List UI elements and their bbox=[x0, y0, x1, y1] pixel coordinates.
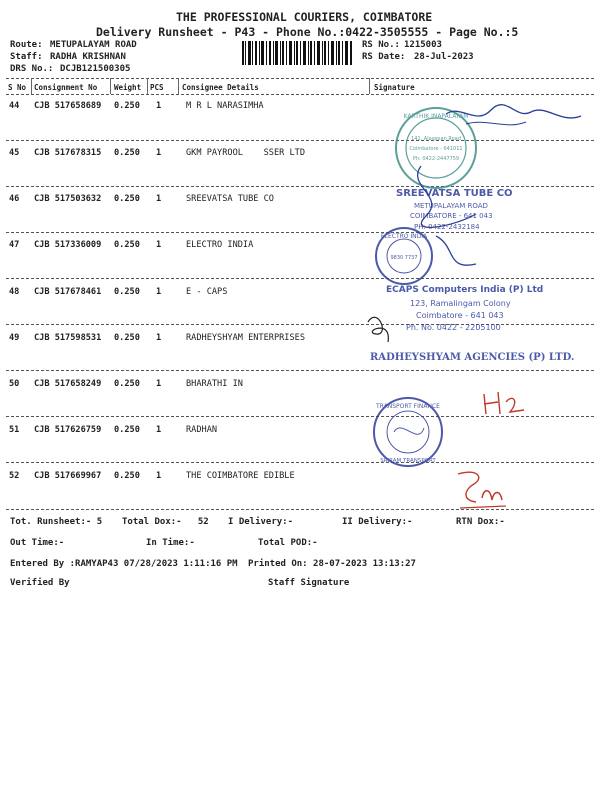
transport-stamp-name: TRANSPORT FINANCE bbox=[376, 403, 440, 410]
row-pcs: 1 bbox=[156, 194, 162, 204]
electro-stamp-icon bbox=[376, 228, 432, 284]
row-consignee: SREEVATSA TUBE CO bbox=[186, 194, 274, 204]
karthik-stamp-detail: 141, Alagesan Road bbox=[411, 136, 461, 142]
ecaps-stamp-city: Coimbatore - 641 043 bbox=[416, 311, 504, 320]
total-pod: Total POD:- bbox=[258, 538, 318, 548]
transport-stamp-line2: SRIRAM TRANSPORT bbox=[380, 458, 436, 464]
row-weight: 0.250 bbox=[114, 148, 140, 158]
row-weight: 0.250 bbox=[114, 194, 140, 204]
rs-date-label: RS Date: bbox=[362, 52, 406, 62]
row-consignee: THE COIMBATORE EDIBLE bbox=[186, 471, 295, 481]
col-sep-1 bbox=[31, 78, 32, 94]
drs-label: DRS No.: bbox=[10, 64, 54, 74]
ecaps-stamp-icon bbox=[386, 285, 543, 332]
transport-stamp-icon bbox=[374, 398, 442, 466]
ecaps-stamp-phone: Ph. No. 0422 - 2205100 bbox=[406, 323, 501, 332]
row-consignee: GKM PAYROOL SSER LTD bbox=[186, 148, 305, 158]
staff-signature: Staff Signature bbox=[268, 578, 350, 588]
company-title: THE PROFESSIONAL COURIERS, COIMBATORE bbox=[176, 10, 433, 24]
row-sno: 52 bbox=[9, 471, 20, 481]
sreevatsa-stamp-addr: METUPALAYAM ROAD bbox=[414, 202, 488, 210]
row-weight: 0.250 bbox=[114, 240, 140, 250]
verified-by: Verified By bbox=[10, 578, 70, 588]
row-consignee: M R L NARASIMHA bbox=[186, 101, 264, 111]
ecaps-stamp-name: ECAPS Computers India (P) Ltd bbox=[386, 285, 544, 295]
row-consignment: CJB 517678315 bbox=[34, 148, 102, 158]
radha-stamp-name: RADHEYSHYAM AGENCIES (P) LTD. bbox=[370, 352, 575, 363]
row-consignee: BHARATHI IN bbox=[186, 379, 243, 389]
rs-no-label: RS No.: bbox=[362, 40, 400, 50]
row-pcs: 1 bbox=[156, 287, 162, 297]
electro-stamp-name: ELECTRO INDIA bbox=[380, 233, 428, 240]
rs-no-value: 1215003 bbox=[404, 40, 442, 50]
in-time: In Time:- bbox=[146, 538, 195, 548]
row-consignment: CJB 517503632 bbox=[34, 194, 102, 204]
row-sno: 46 bbox=[9, 194, 20, 204]
row-consignee: ELECTRO INDIA bbox=[186, 240, 254, 250]
sreevatsa-stamp-name: SREEVATSA TUBE CO bbox=[396, 188, 513, 199]
rtn-dox: RTN Dox:- bbox=[456, 517, 505, 527]
sreevatsa-stamp-city: COIMBATORE - 641 043 bbox=[410, 212, 493, 220]
out-time: Out Time:- bbox=[10, 538, 65, 548]
table-header-rule bbox=[6, 94, 594, 95]
row-consignment: CJB 517626759 bbox=[34, 425, 102, 435]
total-dox: Total Dox:- 52 bbox=[122, 517, 209, 527]
entered-by: Entered By :RAMYAP43 07/28/2023 1:11:16 PM bbox=[10, 559, 238, 569]
row-consignment: CJB 517658689 bbox=[34, 101, 102, 111]
row-pcs: 1 bbox=[156, 240, 162, 250]
radha-stamp-icon bbox=[370, 352, 574, 363]
col-header-consignee: Consignee Details bbox=[182, 83, 259, 92]
ecaps-stamp-addr: 123, Ramalingam Colony bbox=[410, 299, 511, 308]
row-weight: 0.250 bbox=[114, 333, 140, 343]
col-sep-3 bbox=[147, 78, 148, 94]
row-pcs: 1 bbox=[156, 425, 162, 435]
row-sno: 51 bbox=[9, 425, 20, 435]
row-consignment: CJB 517678461 bbox=[34, 287, 102, 297]
row-weight: 0.250 bbox=[114, 471, 140, 481]
row-consignment: CJB 517598531 bbox=[34, 333, 102, 343]
ii-delivery: II Delivery:- bbox=[342, 517, 413, 527]
col-header-weight: Weight bbox=[114, 83, 142, 92]
col-header-pcs: PCS bbox=[150, 83, 164, 92]
barcode bbox=[242, 41, 352, 65]
row-pcs: 1 bbox=[156, 379, 162, 389]
printed-on: Printed On: 28-07-2023 13:13:27 bbox=[248, 559, 416, 569]
row-weight: 0.250 bbox=[114, 425, 140, 435]
row-weight: 0.250 bbox=[114, 379, 140, 389]
row-weight: 0.250 bbox=[114, 287, 140, 297]
table-top-rule bbox=[6, 78, 594, 79]
row-sno: 48 bbox=[9, 287, 20, 297]
sreevatsa-stamp-icon bbox=[396, 188, 513, 231]
row-pcs: 1 bbox=[156, 333, 162, 343]
runsheet-subtitle: Delivery Runsheet - P43 - Phone No.:0422-3505555 - Page No.:5 bbox=[96, 25, 519, 39]
col-header-sno: S No bbox=[8, 83, 27, 92]
row-pcs: 1 bbox=[156, 471, 162, 481]
row-sno: 44 bbox=[9, 101, 20, 111]
row-consignment: CJB 517658249 bbox=[34, 379, 102, 389]
row-consignment: CJB 517336009 bbox=[34, 240, 102, 250]
row-sno: 49 bbox=[9, 333, 20, 343]
row-consignee: RADHAN bbox=[186, 425, 218, 435]
row-consignee: E - CAPS bbox=[186, 287, 228, 297]
rs-date-value: 28-Jul-2023 bbox=[414, 52, 474, 62]
sreevatsa-stamp-phone: PH: 0422-2432184 bbox=[414, 223, 480, 231]
col-sep-2 bbox=[110, 78, 111, 94]
electro-stamp-num: 9830 7737 bbox=[390, 255, 418, 261]
row-consignee: RADHEYSHYAM ENTERPRISES bbox=[186, 333, 305, 343]
route-value: METUPALAYAM ROAD bbox=[50, 40, 137, 50]
i-delivery: I Delivery:- bbox=[228, 517, 294, 527]
drs-value: DCJB121500305 bbox=[60, 64, 131, 74]
row-pcs: 1 bbox=[156, 148, 162, 158]
karthik-stamp-city: Coimbatore - 641011 bbox=[409, 146, 463, 152]
karthik-stamp-name: KARTHIK INAPALAYAM bbox=[403, 113, 469, 120]
col-sep-5 bbox=[369, 78, 370, 94]
karthik-stamp-phone: Ph: 0422-2447759 bbox=[412, 156, 460, 162]
staff-value: RADHA KRISHNAN bbox=[50, 52, 126, 62]
row-pcs: 1 bbox=[156, 101, 162, 111]
signature-stamps bbox=[366, 96, 598, 516]
row-consignment: CJB 517669967 bbox=[34, 471, 102, 481]
row-weight: 0.250 bbox=[114, 101, 140, 111]
col-sep-4 bbox=[178, 78, 179, 94]
row-sno: 45 bbox=[9, 148, 20, 158]
tot-runsheet: Tot. Runsheet:- 5 bbox=[10, 517, 103, 527]
col-header-signature: Signature bbox=[374, 83, 415, 92]
row-sno: 47 bbox=[9, 240, 20, 250]
route-label: Route: bbox=[10, 40, 43, 50]
karthik-stamp-icon bbox=[396, 108, 476, 188]
staff-label: Staff: bbox=[10, 52, 43, 62]
row-sno: 50 bbox=[9, 379, 20, 389]
col-header-consignment: Consignment No bbox=[34, 83, 98, 92]
